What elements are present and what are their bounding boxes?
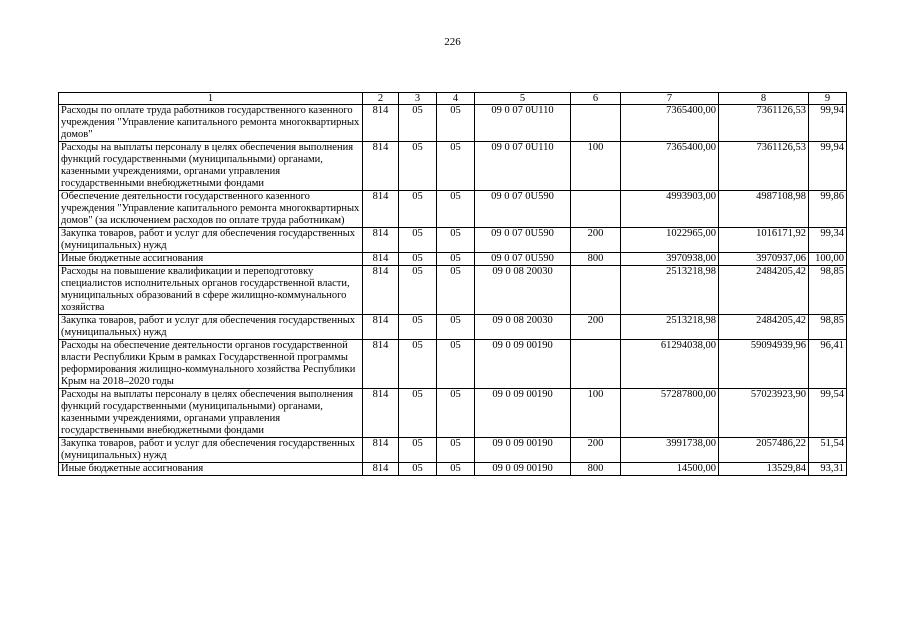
execution-percent-cell: 100,00 [809, 253, 847, 266]
expense-name-cell: Закупка товаров, работ и услуг для обеспечения государственных (муниципальных) нужд [59, 228, 363, 253]
execution-percent-cell: 99,94 [809, 142, 847, 191]
table-row [59, 340, 847, 389]
executed-amount-cell: 2484205,42 [719, 266, 809, 315]
subsection-cell: 05 [437, 340, 475, 389]
subsection-cell: 05 [437, 142, 475, 191]
table-row [59, 389, 847, 438]
target-article-cell: 09 0 08 20030 [475, 266, 571, 315]
section-cell: 05 [399, 463, 437, 476]
ministry-code-cell: 814 [363, 315, 399, 340]
executed-amount-cell: 3970937,06 [719, 253, 809, 266]
expense-type-cell: 100 [571, 142, 621, 191]
expense-type-cell: 200 [571, 438, 621, 463]
table-row [59, 142, 847, 191]
header-cell: 5 [475, 93, 571, 105]
planned-amount-cell: 7365400,00 [621, 142, 719, 191]
executed-amount-cell: 57023923,90 [719, 389, 809, 438]
planned-amount-cell: 61294038,00 [621, 340, 719, 389]
section-cell: 05 [399, 438, 437, 463]
planned-amount-cell: 1022965,00 [621, 228, 719, 253]
target-article-cell: 09 0 07 0U110 [475, 142, 571, 191]
executed-amount-cell: 7361126,53 [719, 105, 809, 142]
expense-type-cell [571, 266, 621, 315]
subsection-cell: 05 [437, 266, 475, 315]
header-cell: 3 [399, 93, 437, 105]
execution-percent-cell: 93,31 [809, 463, 847, 476]
execution-percent-cell: 99,34 [809, 228, 847, 253]
section-cell: 05 [399, 266, 437, 315]
expense-type-cell: 100 [571, 389, 621, 438]
section-cell: 05 [399, 315, 437, 340]
target-article-cell: 09 0 09 00190 [475, 389, 571, 438]
subsection-cell: 05 [437, 389, 475, 438]
table-row [59, 463, 847, 476]
target-article-cell: 09 0 07 0U590 [475, 191, 571, 228]
subsection-cell: 05 [437, 191, 475, 228]
table-row [59, 228, 847, 253]
header-cell: 2 [363, 93, 399, 105]
header-row [59, 93, 847, 105]
table-row [59, 191, 847, 228]
table-row [59, 266, 847, 315]
page-number: 226 [444, 36, 461, 48]
planned-amount-cell: 14500,00 [621, 463, 719, 476]
subsection-cell: 05 [437, 253, 475, 266]
table-row [59, 253, 847, 266]
expense-name-cell: Закупка товаров, работ и услуг для обеспечения государственных (муниципальных) нужд [59, 438, 363, 463]
table-row [59, 438, 847, 463]
subsection-cell: 05 [437, 228, 475, 253]
ministry-code-cell: 814 [363, 340, 399, 389]
subsection-cell: 05 [437, 438, 475, 463]
section-cell: 05 [399, 228, 437, 253]
header-cell: 8 [719, 93, 809, 105]
expense-name-cell: Иные бюджетные ассигнования [59, 253, 363, 266]
expense-name-cell: Расходы на выплаты персоналу в целях обеспечения выполнения функций государственными (муниципальными) органами, казенными учреждениями, органами управления государственными внебюджетными фондами [59, 142, 363, 191]
target-article-cell: 09 0 07 0U590 [475, 253, 571, 266]
execution-percent-cell: 99,86 [809, 191, 847, 228]
header-cell: 9 [809, 93, 847, 105]
expense-name-cell: Закупка товаров, работ и услуг для обеспечения государственных (муниципальных) нужд [59, 315, 363, 340]
table-row [59, 315, 847, 340]
expense-type-cell [571, 105, 621, 142]
expense-name-cell: Расходы на обеспечение деятельности органов государственной власти Республики Крым в рамках Государственной программы реформирования жилищно-коммунального хозяйства Республики Крым на 2018–2020 годы [59, 340, 363, 389]
ministry-code-cell: 814 [363, 463, 399, 476]
planned-amount-cell: 7365400,00 [621, 105, 719, 142]
header-cell: 1 [59, 93, 363, 105]
subsection-cell: 05 [437, 463, 475, 476]
executed-amount-cell: 4987108,98 [719, 191, 809, 228]
expense-type-cell: 800 [571, 253, 621, 266]
section-cell: 05 [399, 191, 437, 228]
target-article-cell: 09 0 09 00190 [475, 438, 571, 463]
target-article-cell: 09 0 07 0U110 [475, 105, 571, 142]
section-cell: 05 [399, 340, 437, 389]
ministry-code-cell: 814 [363, 142, 399, 191]
executed-amount-cell: 1016171,92 [719, 228, 809, 253]
execution-percent-cell: 96,41 [809, 340, 847, 389]
planned-amount-cell: 3991738,00 [621, 438, 719, 463]
section-cell: 05 [399, 389, 437, 438]
expense-type-cell [571, 340, 621, 389]
section-cell: 05 [399, 142, 437, 191]
subsection-cell: 05 [437, 315, 475, 340]
planned-amount-cell: 57287800,00 [621, 389, 719, 438]
executed-amount-cell: 7361126,53 [719, 142, 809, 191]
expense-type-cell [571, 191, 621, 228]
execution-percent-cell: 99,54 [809, 389, 847, 438]
table-row [59, 105, 847, 142]
executed-amount-cell: 2057486,22 [719, 438, 809, 463]
ministry-code-cell: 814 [363, 191, 399, 228]
planned-amount-cell: 3970938,00 [621, 253, 719, 266]
executed-amount-cell: 13529,84 [719, 463, 809, 476]
planned-amount-cell: 2513218,98 [621, 266, 719, 315]
expense-name-cell: Обеспечение деятельности государственного казенного учреждения "Управление капитального ремонта многоквартирных домов" (за исключением расходов по оплате труда работникам) [59, 191, 363, 228]
expense-name-cell: Расходы по оплате труда работников государственного казенного учреждения "Управление капитального ремонта многоквартирных домов" [59, 105, 363, 142]
execution-percent-cell: 98,85 [809, 266, 847, 315]
target-article-cell: 09 0 07 0U590 [475, 228, 571, 253]
expense-name-cell: Расходы на выплаты персоналу в целях обеспечения выполнения функций государственными (муниципальными) органами, казенными учреждениями, органами управления государственными внебюджетными фондами [59, 389, 363, 438]
executed-amount-cell: 59094939,96 [719, 340, 809, 389]
execution-percent-cell: 51,54 [809, 438, 847, 463]
target-article-cell: 09 0 09 00190 [475, 340, 571, 389]
ministry-code-cell: 814 [363, 105, 399, 142]
expense-name-cell: Иные бюджетные ассигнования [59, 463, 363, 476]
subsection-cell: 05 [437, 105, 475, 142]
ministry-code-cell: 814 [363, 389, 399, 438]
budget-table [58, 92, 847, 476]
section-cell: 05 [399, 105, 437, 142]
executed-amount-cell: 2484205,42 [719, 315, 809, 340]
ministry-code-cell: 814 [363, 253, 399, 266]
target-article-cell: 09 0 08 20030 [475, 315, 571, 340]
section-cell: 05 [399, 253, 437, 266]
target-article-cell: 09 0 09 00190 [475, 463, 571, 476]
execution-percent-cell: 99,94 [809, 105, 847, 142]
header-cell: 6 [571, 93, 621, 105]
expense-name-cell: Расходы на повышение квалификации и переподготовку специалистов исполнительных органов государственной власти, муниципальных образований в сфере жилищно-коммунального хозяйства [59, 266, 363, 315]
ministry-code-cell: 814 [363, 438, 399, 463]
planned-amount-cell: 2513218,98 [621, 315, 719, 340]
expense-type-cell: 800 [571, 463, 621, 476]
planned-amount-cell: 4993903,00 [621, 191, 719, 228]
ministry-code-cell: 814 [363, 266, 399, 315]
expense-type-cell: 200 [571, 315, 621, 340]
expense-type-cell: 200 [571, 228, 621, 253]
header-cell: 4 [437, 93, 475, 105]
execution-percent-cell: 98,85 [809, 315, 847, 340]
header-cell: 7 [621, 93, 719, 105]
ministry-code-cell: 814 [363, 228, 399, 253]
